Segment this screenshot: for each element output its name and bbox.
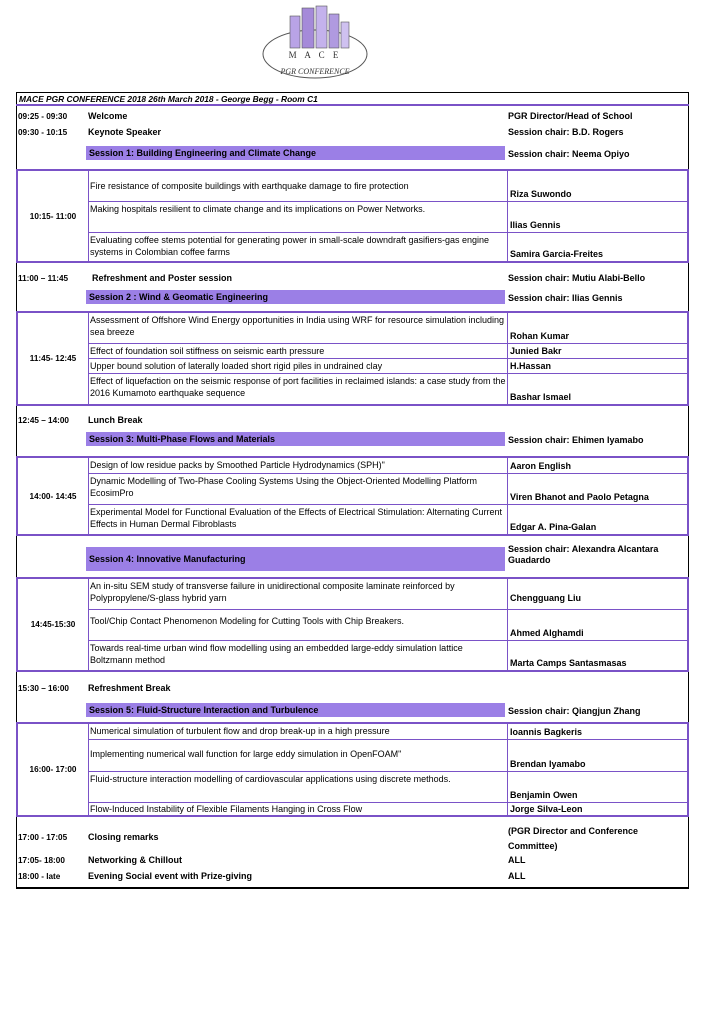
talk-title: Experimental Model for Functional Evaluation of the Effects of Electrical Stimulation: Alternating Current Effects in Human Dermal Fibroblasts <box>90 507 503 529</box>
talk-title: Dynamic Modelling of Two-Phase Cooling Systems Using the Object-Oriented Modelling Platform EcosimPro <box>90 476 478 498</box>
logo-text-bottom: PGR CONFERENCE <box>280 67 350 76</box>
talk-title: Assessment of Offshore Wind Energy opportunities in India using WRF for resource simulation including sea breeze <box>90 315 505 337</box>
row-event: Lunch Break <box>88 415 143 425</box>
talk-title: Design of low residue packs by Smoothed Particle Hydrodynamics (SPH)" <box>90 460 385 470</box>
session-5-chair: Session chair: Qiangjun Zhang <box>508 706 641 716</box>
session-4-time: 14:45-15:30 <box>18 579 89 670</box>
row-chair: Session chair: Mutiu Alabi-Bello <box>508 273 646 283</box>
talk-speaker: Aaron English <box>510 461 572 471</box>
talk-row <box>88 359 687 374</box>
row-event: Welcome <box>88 111 128 121</box>
talk-row <box>88 344 687 359</box>
talk-row <box>88 474 687 505</box>
talk-title: Towards real-time urban wind flow modelling using an embedded large-eddy simulation lattice Boltzmann method <box>90 643 463 665</box>
row-chair: (PGR Director and Conference Committee) <box>508 826 639 851</box>
row-event: Evening Social event with Prize-giving <box>88 871 253 881</box>
session-5-title: Session 5: Fluid-Structure Interaction and Turbulence <box>86 703 505 717</box>
talk-row <box>88 233 687 261</box>
session-1-block <box>16 169 689 263</box>
logo-text-top: M A C E <box>288 50 342 60</box>
session-3-chair: Session chair: Ehimen Iyamabo <box>508 435 644 445</box>
talk-speaker: H.Hassan <box>510 361 552 371</box>
session-1-title: Session 1: Building Engineering and Climate Change <box>86 146 505 160</box>
talk-speaker: Jorge Silva-Leon <box>510 804 583 814</box>
talk-row <box>88 740 687 772</box>
talk-row <box>88 458 687 474</box>
talk-title: Evaluating coffee stems potential for generating power in small-scale downdraft gasifiers-gas engine systems in Colombian coffee farms <box>90 235 490 257</box>
mace-logo-icon <box>250 2 380 86</box>
row-time: 15:30 – 16:00 <box>18 684 69 693</box>
talk-title: Fire resistance of composite buildings with earthquake damage to fire protection <box>90 181 409 191</box>
session-3-block <box>16 456 689 536</box>
talk-row <box>88 374 687 404</box>
row-time: 11:00 – 11:45 <box>18 274 69 283</box>
talk-speaker: Viren Bhanot and Paolo Petagna <box>510 492 649 502</box>
talk-title: Flow-Induced Instability of Flexible Filaments Hanging in Cross Flow <box>90 804 363 814</box>
row-event: Networking & Chillout <box>88 855 182 865</box>
talk-speaker: Samira Garcia-Freites <box>510 249 604 259</box>
talk-speaker: Chengguang Liu <box>510 593 581 603</box>
talk-title: Effect of foundation soil stiffness on seismic earth pressure <box>90 346 325 356</box>
row-event: Closing remarks <box>88 832 159 842</box>
row-event: Keynote Speaker <box>88 127 162 137</box>
conference-header: MACE PGR CONFERENCE 2018 26th March 2018 - George Begg - Room C1 <box>16 92 689 106</box>
conference-logo <box>250 2 380 86</box>
talk-row <box>88 803 687 815</box>
row-chair: PGR Director/Head of School <box>508 111 633 121</box>
row-chair: ALL <box>508 855 526 865</box>
talk-speaker: Rohan Kumar <box>510 331 570 341</box>
row-time: 09:25 - 09:30 <box>18 112 68 121</box>
row-chair: Session chair: B.D. Rogers <box>508 127 624 137</box>
talk-speaker: Ioannis Bagkeris <box>510 727 583 737</box>
row-time: 09:30 - 10:15 <box>18 128 68 137</box>
session-3-time: 14:00- 14:45 <box>18 458 89 534</box>
session-5-block <box>16 722 689 817</box>
talk-speaker: Marta Camps Santasmasas <box>510 658 627 668</box>
row-time: 12:45 – 14:00 <box>18 416 69 425</box>
talk-row <box>88 724 687 740</box>
session-4-block <box>16 577 689 672</box>
talk-speaker: Brendan Iyamabo <box>510 759 586 769</box>
talk-title: Implementing numerical wall function for large eddy simulation in OpenFOAM" <box>90 749 402 759</box>
talk-speaker: Ilias Gennis <box>510 220 561 230</box>
row-event: Refreshment Break <box>88 683 171 693</box>
session-3-title: Session 3: Multi-Phase Flows and Materials <box>86 432 505 446</box>
session-2-block <box>16 311 689 406</box>
talk-title: Fluid-structure interaction modelling of cardiovascular applications using discrete methods. <box>90 774 451 784</box>
session-2-time: 11:45- 12:45 <box>18 313 89 404</box>
talk-title: Upper bound solution of laterally loaded short rigid piles in undrained clay <box>90 361 383 371</box>
talk-row <box>88 772 687 803</box>
talk-row <box>88 202 687 233</box>
row-time: 17:05- 18:00 <box>18 856 65 865</box>
row-time: 17:00 - 17:05 <box>18 833 68 842</box>
session-4-chair: Session chair: Alexandra Alcantara Guadardo <box>508 544 659 565</box>
talk-title: An in-situ SEM study of transverse failure in unidirectional composite laminate reinforced by Polypropylene/S-glass hybrid yarn <box>90 581 455 603</box>
talk-row <box>88 579 687 610</box>
talk-row <box>88 313 687 344</box>
talk-title: Making hospitals resilient to climate change and its implications on Power Networks. <box>90 204 426 214</box>
talk-title: Effect of liquefaction on the seismic response of port facilities in reclaimed islands: a case study from the 2016 Kumamoto earthquake sequence <box>90 376 506 398</box>
row-event: Refreshment and Poster session <box>92 273 233 283</box>
session-2-chair: Session chair: Ilias Gennis <box>508 293 623 303</box>
row-time: 18:00 - late <box>18 872 61 881</box>
talk-row <box>88 171 687 202</box>
talk-speaker: Benjamin Owen <box>510 790 578 800</box>
talk-title: Numerical simulation of turbulent flow and drop break-up in a high pressure <box>90 726 390 736</box>
talk-row <box>88 610 687 641</box>
talk-speaker: Junied Bakr <box>510 346 562 356</box>
talk-row <box>88 641 687 670</box>
session-4-title: Session 4: Innovative Manufacturing <box>86 547 505 571</box>
talk-row <box>88 505 687 534</box>
talk-speaker: Edgar A. Pina-Galan <box>510 522 597 532</box>
talk-speaker: Ahmed Alghamdi <box>510 628 584 638</box>
talk-title: Tool/Chip Contact Phenomenon Modeling for Cutting Tools with Chip Breakers. <box>90 616 405 626</box>
session-2-title: Session 2 : Wind & Geomatic Engineering <box>86 290 505 304</box>
session-1-chair: Session chair: Neema Opiyo <box>508 149 630 159</box>
talk-speaker: Riza Suwondo <box>510 189 572 199</box>
row-chair: ALL <box>508 871 526 881</box>
session-1-time: 10:15- 11:00 <box>18 171 89 261</box>
session-5-time: 16:00- 17:00 <box>18 724 89 815</box>
talk-speaker: Bashar Ismael <box>510 392 572 402</box>
